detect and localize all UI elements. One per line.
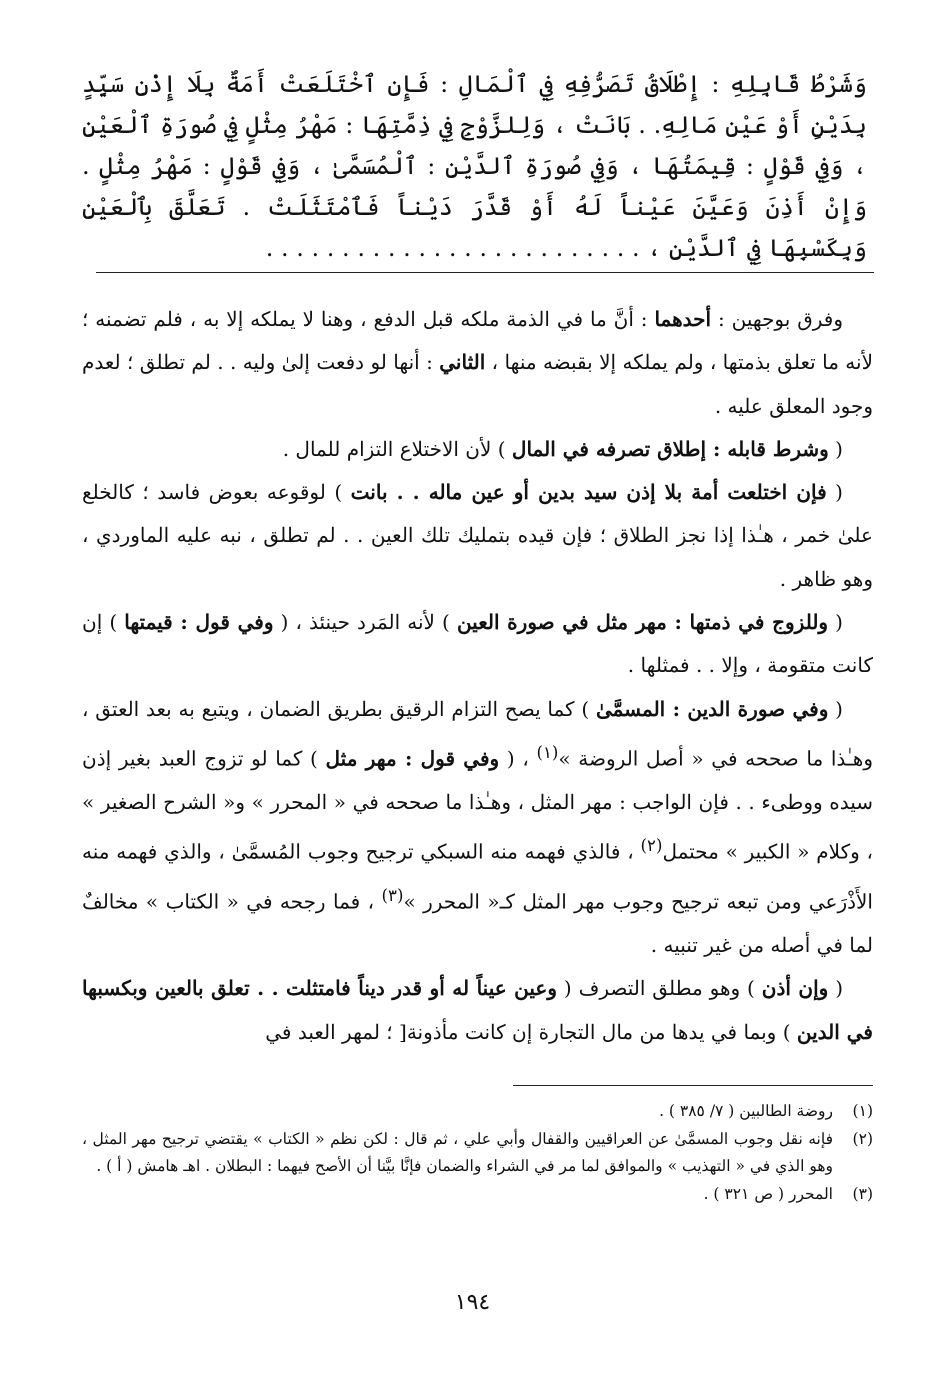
text-run: وفرق بوجهين : — [711, 307, 844, 331]
footnote-number: (١) — [852, 1102, 873, 1120]
footnote-ref[interactable]: (١) — [536, 742, 559, 762]
main-text-line: وَشَرْطُ قَابِلِهِ : إِطْلَاقُ تَصَرُّفِهِ فِي ٱلْمَالِ : فَإِنِ ٱخْتَلَعَتْ أَمَةٌ بِلَا إِذْنِ سَيِّدٍ بِدَيْنٍ أَوْ عَيْنِ — [82, 70, 867, 139]
text-run: : أنها لو دفعت إلىٰ وليه . . لم تطلق ؛ لعدم وجود المعلق عليه . — [82, 350, 873, 418]
text-run: ( — [828, 610, 843, 635]
main-text-line: وَفِي صُورَةِ ٱلدَّيْنِ : ٱلْمُسَمَّىٰ ، وَفِي قَوْلٍ : مَهْرُ مِثْلٍ . وَإِنْ أَذِنَ وَعَيَّنَ عَيْناً لَهُ أَوْ قَدَّرَ دَيْناً — [82, 152, 868, 221]
bold-text-run: وفي صورة الدين : المسمَّىٰ — [595, 696, 829, 721]
footnote — [82, 1126, 873, 1181]
footnote — [82, 1098, 873, 1126]
text-run: ( — [828, 696, 843, 721]
dotted-leader: . . . . . . . . . . . . . . . . . . . . . . . . . — [265, 234, 640, 262]
bold-text-run: الثاني — [439, 350, 486, 375]
section-divider — [96, 272, 874, 273]
text-run: ( — [828, 976, 844, 1001]
main-text-line: مَالِهِ. . بَانَتْ ، وَلِلزَّوْجِ فِي ذِمَّتِهَا : مَهْرُ مِثْلٍ فِي صُورَةِ ٱلْعَيْنِ ، وَفِي قَوْلٍ : قِيمَتُهَا ، — [82, 111, 867, 180]
text-run: ( — [826, 480, 843, 505]
text-run: ) إن كانت متقومة ، وإلا . . فمثلها . — [82, 610, 873, 678]
bold-text-run: وعين عيناً له أو قدر ديناً فامتثلت . . تعلق بالعين وبكسبها في الدين — [82, 976, 873, 1044]
commentary-paragraph — [82, 967, 873, 1054]
bold-text-run: وإن أذن — [761, 976, 829, 1001]
footnotes — [82, 1098, 873, 1208]
footnote-text: روضة الطالبين ( ٧/ ٣٨٥ ) . — [659, 1102, 833, 1120]
text-run: ) وهو مطلق التصرف ( — [557, 976, 762, 1001]
main-text-line: فَٱمْتَثَلَتْ . تَعَلَّقَ بِٱلْعَيْنِ وَبِكَسْبِهَا فِي ٱلدَّيْنِ ، — [82, 193, 867, 262]
footnote-text: المحرر ( ص ٣٢١ ) . — [703, 1184, 833, 1203]
text-run: ) لوقوعه بعوض فاسد ؛ كالخلع علىٰ خمر ، هـٰذا إذا نجز الطلاق ؛ فإن قيده بتمليك تلك العين . . لم تطلق ، نبه عليه الماوردي ، وهو ظاهر . — [82, 480, 873, 591]
text-run: ) لأنه المَرد حينئذ ، ( — [273, 610, 457, 635]
commentary-paragraph — [82, 601, 873, 688]
text-run: ، فالذي فهمه منه السبكي ترجيح وجوب المُسمَّىٰ ، والذي فهمه منه الأَذْرَعي ومن تبعه ترجيح وجوب مهر المثل كـ« المحرر » — [82, 839, 873, 914]
bold-text-run: فإن اختلعت أمة بلا إذن سيد بدين أو عين ماله . . بانت — [350, 480, 827, 505]
bold-text-run: وللزوج في ذمتها : مهر مثل في صورة العين — [456, 610, 829, 635]
text-run: ) وبما في يدها من مال التجارة إن كانت مأذونة[ ؛ لمهر العبد في — [265, 1019, 797, 1044]
footnote-text: فإنه نقل وجوب المسمَّىٰ عن العراقيين والقفال وأبي علي ، ثم قال : لكن نظم « الكتاب » يقتضي ترجيح مهر المثل ، وهو الذي في « التهذيب » والموافق لما مر في الشراء والضمان فإنَّا بيَّنا أن الأصح فيهما : البطلان . اهـ هامش ( أ ) . — [82, 1129, 833, 1175]
footnote-number: (٣) — [852, 1184, 873, 1203]
main-text — [82, 64, 867, 269]
commentary-text — [82, 298, 873, 1054]
bold-text-run: وفي قول : مهر مثل — [325, 746, 500, 771]
bold-text-run: وفي قول : قيمتها — [124, 610, 274, 635]
commentary-paragraph — [82, 298, 873, 428]
footnote — [82, 1181, 873, 1209]
footnote-number: (٢) — [852, 1129, 873, 1148]
text-run: ) كما يصح التزام الرقيق بطريق الضمان ، ويتبع به بعد العتق ، وهـٰذا ما صححه في « أصل الروضة » — [82, 696, 873, 771]
text-run: ، فما رجحه في « الكتاب » مخالفٌ لما في أصله من غير تنبيه . — [82, 889, 873, 958]
footnote-ref[interactable]: (٢) — [640, 836, 663, 856]
bold-text-run: أحدهما — [654, 307, 712, 331]
text-run: : أنَّ ما في الذمة ملكه قبل الدفع ، وهنا لا يملكه إلا به ، فلم تضمنه ؛ لأنه ما تعلق بذمتها ، ولم يملكه إلا بقبضه منها ، — [82, 307, 873, 375]
text-run: ، ( — [499, 746, 537, 771]
text-run: ( — [828, 436, 843, 461]
text-run: ) كما لو تزوج العبد بغير إذن سيده ووطىء . . فإن الواجب : مهر المثل ، وهـٰذا ما صححه في « المحرر » و« الشرح الصغير » ، وكلام « الكبير » محتمل — [82, 746, 873, 864]
commentary-paragraph — [82, 471, 873, 601]
footnote-ref[interactable]: (٣) — [381, 886, 404, 906]
bold-text-run: وشرط قابله : إطلاق تصرفه في المال — [511, 436, 829, 461]
commentary-paragraph — [82, 688, 873, 968]
page-number: ١٩٤ — [454, 1290, 491, 1315]
footnote-divider — [513, 1085, 873, 1086]
text-run: ) لأن الاختلاع التزام للمال . — [282, 436, 512, 461]
commentary-paragraph — [82, 428, 873, 471]
